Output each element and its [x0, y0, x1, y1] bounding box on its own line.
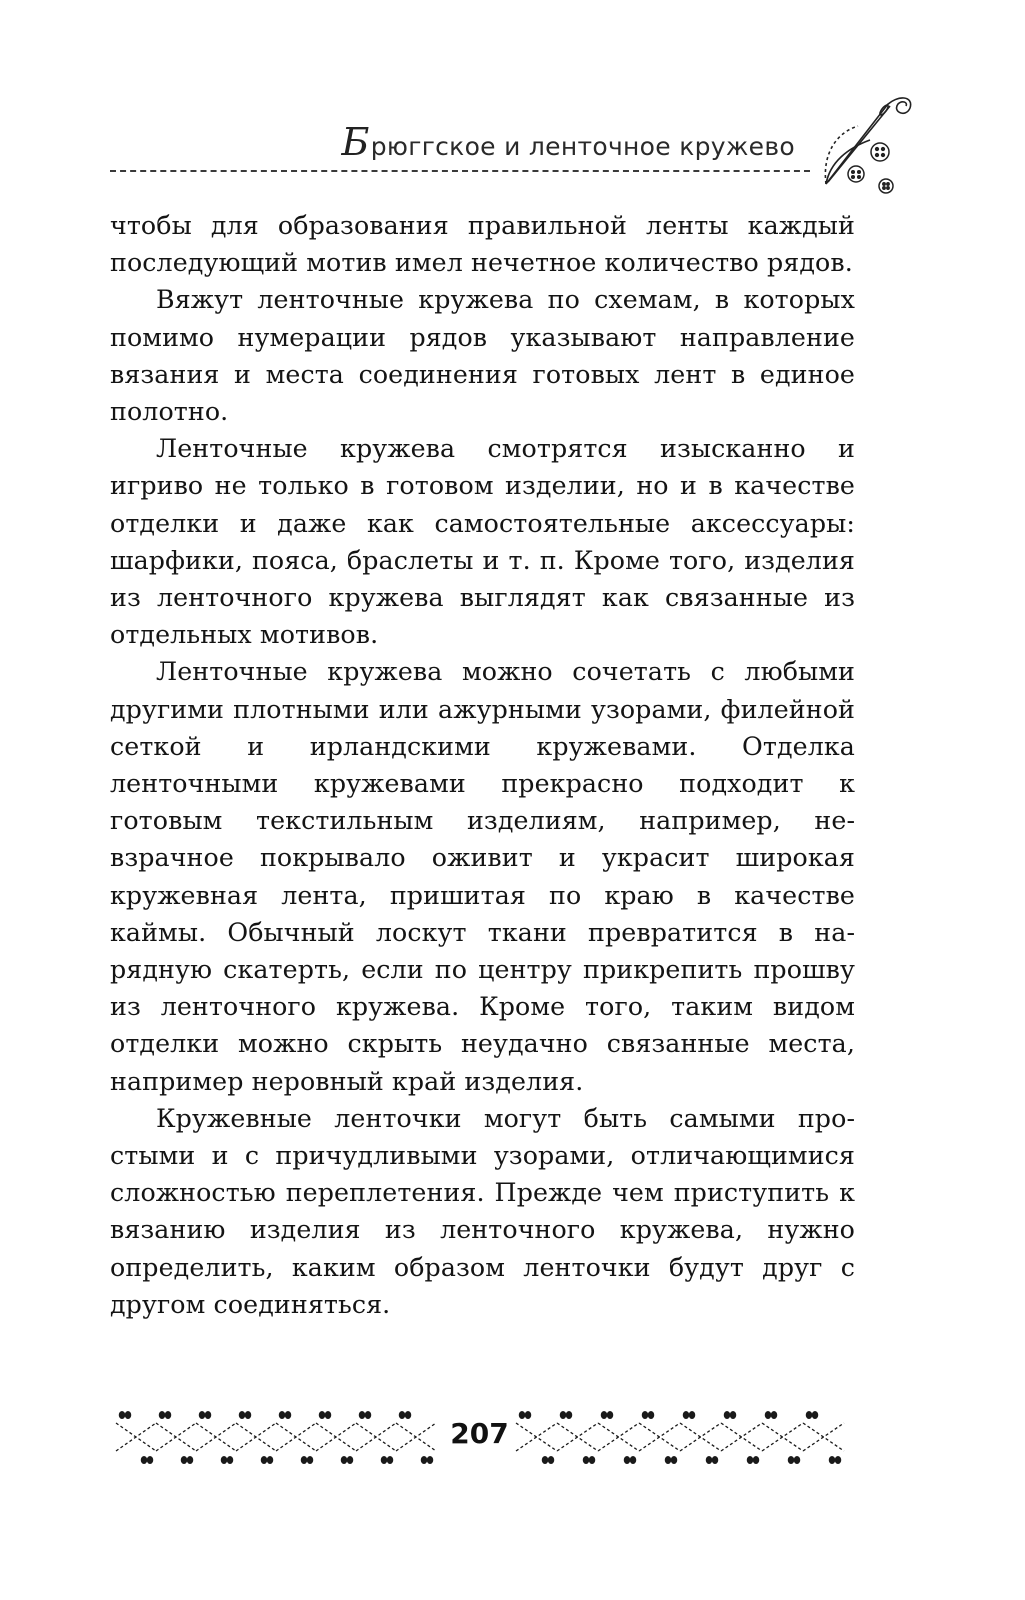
lace-motif — [762, 1412, 803, 1464]
lace-motif — [236, 1412, 276, 1464]
lace-motif — [116, 1412, 156, 1464]
paragraph: Вяжут ленточные кружева по схемам, в которых помимо нумерации рядов указывают направление вязания и места соединения готовых лент в единое полотно. — [110, 285, 855, 427]
lace-motif — [721, 1412, 762, 1464]
lace-motif — [516, 1412, 557, 1464]
header-initial: Б — [341, 120, 370, 164]
needle-buttons-ornament-icon — [818, 92, 928, 202]
body-text — [110, 207, 855, 1323]
lace-motif — [557, 1412, 598, 1464]
header-divider — [110, 170, 810, 172]
lace-motif — [639, 1412, 680, 1464]
lace-motif — [196, 1412, 236, 1464]
lace-motif — [356, 1412, 396, 1464]
lace-motif — [156, 1412, 196, 1464]
lace-border-left-icon — [112, 1405, 447, 1469]
button-icon — [848, 143, 893, 193]
paragraph: Ленточные кружева смотрятся изысканно и игриво не только в готовом изделии, но и в качестве отделки и даже как самостоятельные аксессуары: шарфики, пояса, браслеты и т. п. Кроме того, изделия из ленточного кружева выглядят как связанные из отдельных мотивов. — [110, 434, 855, 650]
header-title: рюггское и ленточное кружево — [370, 132, 795, 161]
lace-motif — [598, 1412, 639, 1464]
lace-motif — [276, 1412, 316, 1464]
paragraph: Ленточные кружева можно сочетать с любыми другими плотными или ажурными узорами, филейной сеткой и ирландскими кружевами. Отделка ленточными кружевами прекрасно подходит к готовым текстильным изделиям, например, невзрачное покрывало оживит и украсит широкая кружевная лента, пришитая по краю в качестве каймы. Обычный лоскут ткани превратится в нарядную скатерть, если по центру прикрепить прошву из ленточного кружева. Кроме того, таким видом отделки можно скрыть неудачно связанные места, например неровный край изделия. — [110, 657, 855, 1096]
paragraph: Кружевные ленточки могут быть самыми простыми и с причудливыми узорами, отличающимися сложностью переплетения. Прежде чем приступить к вязанию изделия из ленточного кружева, нужно определить, каким образом ленточки будут друг с другом соединяться. — [110, 1103, 855, 1319]
lace-motif — [316, 1412, 356, 1464]
paragraph: чтобы для образования правильной ленты каждый последующий мотив имел нечетное количество рядов. — [110, 211, 855, 278]
lace-motif — [396, 1412, 436, 1464]
needle-icon — [825, 98, 910, 184]
running-header — [300, 120, 795, 164]
lace-motif — [680, 1412, 721, 1464]
lace-motif — [803, 1412, 844, 1464]
page-number: 207 — [450, 1417, 509, 1450]
lace-border-right-icon — [512, 1405, 852, 1469]
